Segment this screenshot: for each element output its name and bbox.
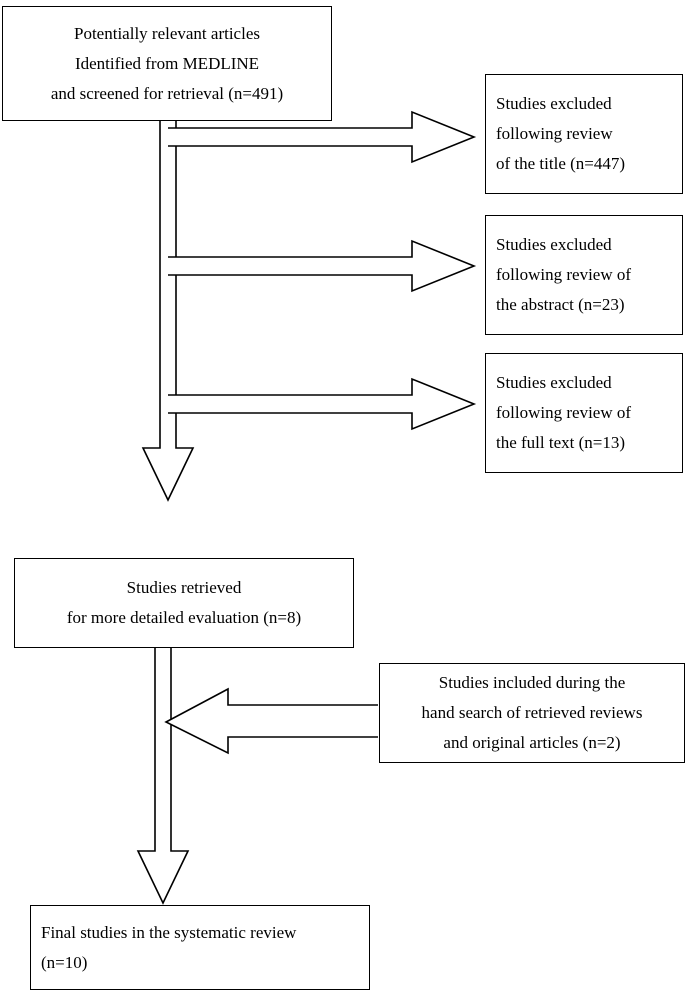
box-line: Studies retrieved	[126, 578, 242, 597]
box-line: Potentially relevant articles	[74, 23, 260, 43]
box-line: (n=10)	[41, 952, 88, 972]
box-line: Studies included during the	[438, 673, 626, 692]
box-line: the abstract (n=23)	[496, 295, 625, 314]
box-line: Identified from MEDLINE	[74, 53, 260, 73]
box-line: hand search of retrieved reviews	[421, 703, 643, 722]
arrow-to-excluded-fulltext	[168, 379, 474, 429]
excluded-abstract-box	[485, 215, 683, 335]
box-line: of the title (n=447)	[496, 154, 626, 173]
box-line: following review of	[496, 265, 632, 284]
hand-search-included-box	[379, 663, 685, 763]
trunk-arrow-source-to-retrieved	[143, 121, 193, 500]
final-studies-box	[30, 905, 370, 990]
box-line: Final studies in the systematic review	[41, 922, 297, 942]
trunk-arrow-retrieved-to-final	[138, 648, 188, 903]
box-line: Studies excluded	[496, 94, 612, 113]
excluded-title-box	[485, 74, 683, 194]
potentially-relevant-articles-box	[2, 6, 332, 121]
box-line: following review	[496, 124, 613, 143]
box-line: for more detailed evaluation (n=8)	[66, 608, 302, 627]
arrow-hand-search-to-trunk	[166, 689, 378, 753]
box-line: Studies excluded	[496, 373, 612, 392]
excluded-fulltext-box	[485, 353, 683, 473]
box-line: Studies excluded	[496, 235, 612, 254]
box-line: and original articles (n=2)	[443, 733, 621, 752]
box-line: and screened for retrieval (n=491)	[50, 83, 284, 103]
studies-retrieved-box	[14, 558, 354, 648]
box-line: following review of	[496, 403, 632, 422]
box-line: the full text (n=13)	[496, 433, 626, 452]
arrow-to-excluded-abstract	[168, 241, 474, 291]
